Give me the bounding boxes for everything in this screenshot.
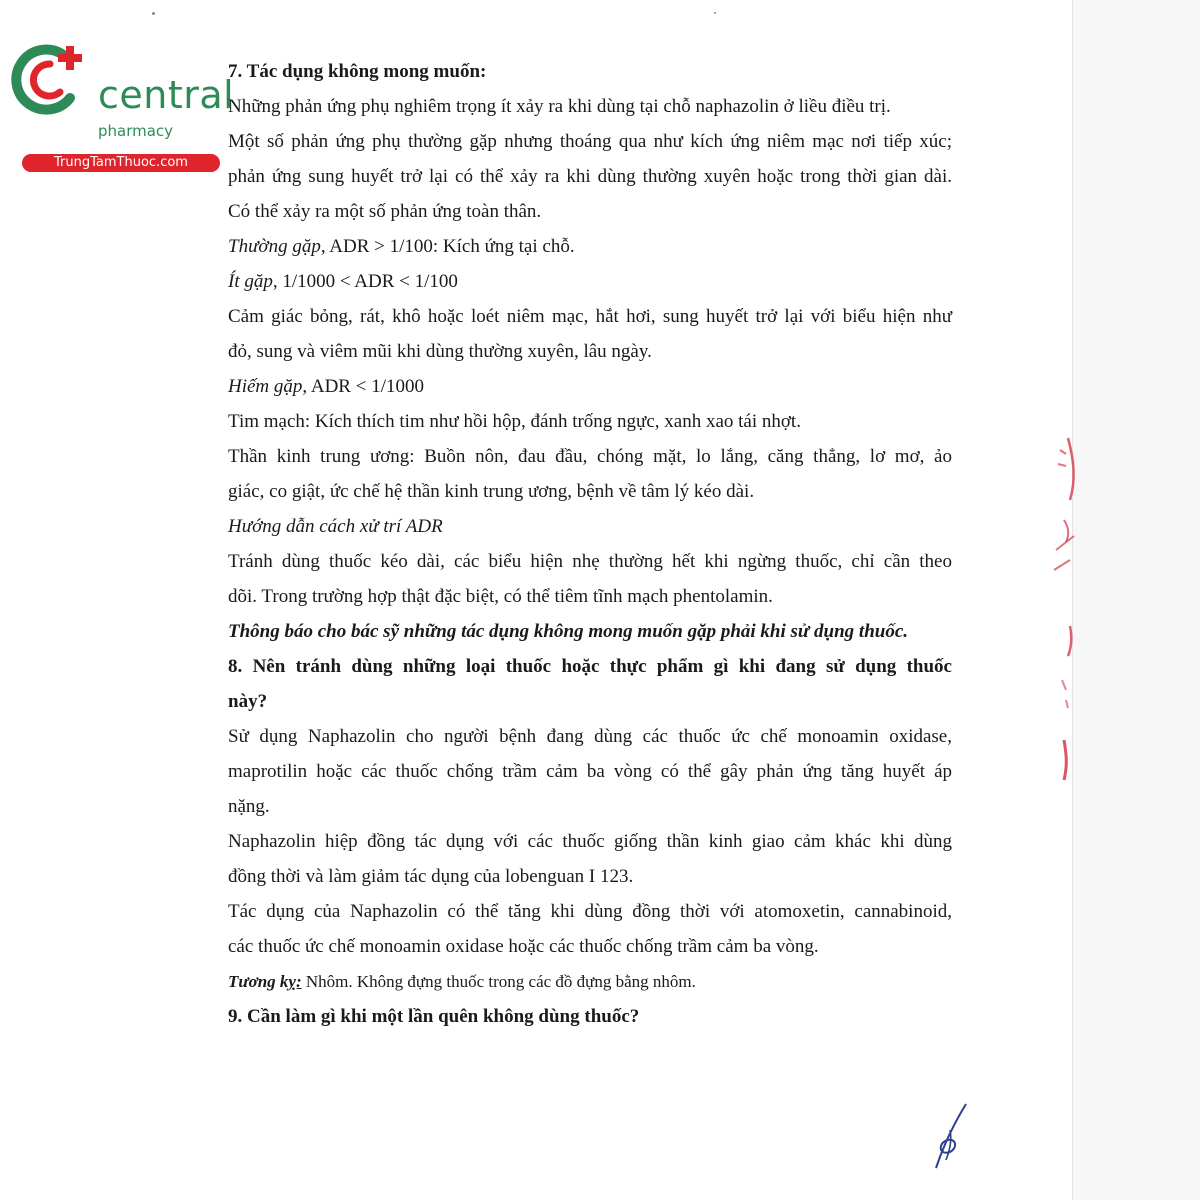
logo-c-cross-icon [10,40,90,120]
frequency-text: , 1/1000 < ADR < 1/100 [272,271,458,292]
adr-guide-subheading: Hướng dẫn cách xử trí ADR [228,516,443,537]
frequency-label: Thường gặp [228,236,321,257]
logo-wordmark: central [98,73,235,117]
paragraph-line: Cảm giác bỏng, rát, khô hoặc loét niêm mạc, hắt hơi, sung huyết trở lại với biểu hiện như [228,306,952,327]
paragraph-line: Thần kinh trung ương: Buồn nôn, đau đầu, chóng mặt, lo lắng, căng thẳng, lơ mơ, ảo [228,446,952,467]
page-edge [1072,0,1200,1200]
paragraph-line: Có thể xảy ra một số phản ứng toàn thân. [228,201,542,222]
scan-speck [152,12,155,15]
section-9-heading: 9. Cần làm gì khi một lần quên không dùng thuốc? [228,1006,640,1027]
paragraph-line: Một số phản ứng phụ thường gặp nhưng thoáng qua như kích ứng niêm mạc nơi tiếp xúc; [228,131,952,152]
frequency-uncommon-line [228,264,952,299]
frequency-label: Hiếm gặp [228,376,303,397]
paragraph-line: Tránh dùng thuốc kéo dài, các biểu hiện nhẹ thường hết khi ngừng thuốc, chỉ cần theo [228,551,952,572]
incompatibility-label-b: ỵ: [288,972,302,991]
paragraph-line: dõi. Trong trường hợp thật đặc biệt, có thể tiêm tĩnh mạch phentolamin. [228,586,773,607]
section-8-heading: 8. Nên tránh dùng những loại thuốc hoặc thực phẩm gì khi đang sử dụng thuốc [228,656,952,677]
logo-subtitle: pharmacy [98,122,174,140]
notify-doctor-note: Thông báo cho bác sỹ những tác dụng không mong muốn gặp phải khi sử dụng thuốc. [228,621,909,642]
paragraph-line: Naphazolin hiệp đồng tác dụng với các thuốc giống thần kinh giao cảm khác khi dùng [228,831,952,852]
paragraph-line: Những phản ứng phụ nghiêm trọng ít xảy ra khi dùng tại chỗ naphazolin ở liều điều trị. [228,96,891,117]
paragraph-line: nặng. [228,796,270,817]
frequency-text: , ADR > 1/100: Kích ứng tại chỗ. [320,236,575,257]
paragraph-line: Tác dụng của Naphazolin có thể tăng khi dùng đồng thời với atomoxetin, cannabinoid, [228,901,952,922]
frequency-text: , ADR < 1/1000 [302,376,424,397]
incompatibility-text: Nhôm. Không đựng thuốc trong các đồ đựng bằng nhôm. [301,972,696,991]
paragraph-line: đồng thời và làm giảm tác dụng của lobenguan I 123. [228,866,634,887]
paragraph-line: maprotilin hoặc các thuốc chống trầm cảm ba vòng có thể gây phản ứng tăng huyết áp [228,761,952,782]
red-stamp-fragment [1040,430,1080,790]
incompatibility-label-a: Tương k [228,972,289,991]
section-7-heading: 7. Tác dụng không mong muốn: [228,61,487,82]
paragraph-line: giác, co giật, ức chế hệ thần kinh trung ương, bệnh về tâm lý kéo dài. [228,481,755,502]
scan-speck [714,12,716,14]
signature [928,1100,972,1172]
logo-site-badge[interactable]: TrungTamThuoc.com [22,154,220,172]
paragraph-line: Tim mạch: Kích thích tim như hồi hộp, đánh trống ngực, xanh xao tái nhợt. [228,411,801,432]
frequency-label: Ít gặp [228,271,273,292]
section-8-heading-cont: này? [228,691,268,712]
paragraph-line: đỏ, sung và viêm mũi khi dùng thường xuyên, lâu ngày. [228,341,652,362]
incompatibility-label [228,972,302,991]
paragraph-line: Sử dụng Naphazolin cho người bệnh đang dùng các thuốc ức chế monoamin oxidase, [228,726,952,747]
frequency-common-line [228,229,952,264]
frequency-rare-line [228,369,952,404]
central-pharmacy-logo[interactable] [10,36,235,170]
paragraph-line: các thuốc ức chế monoamin oxidase hoặc các thuốc chống trầm cảm ba vòng. [228,936,819,957]
paragraph-line: phản ứng sung huyết trở lại có thể xảy ra khi dùng thường xuyên hoặc trong thời gian dài. [228,166,952,187]
document-body [228,54,952,1034]
incompatibility-line [228,964,952,999]
